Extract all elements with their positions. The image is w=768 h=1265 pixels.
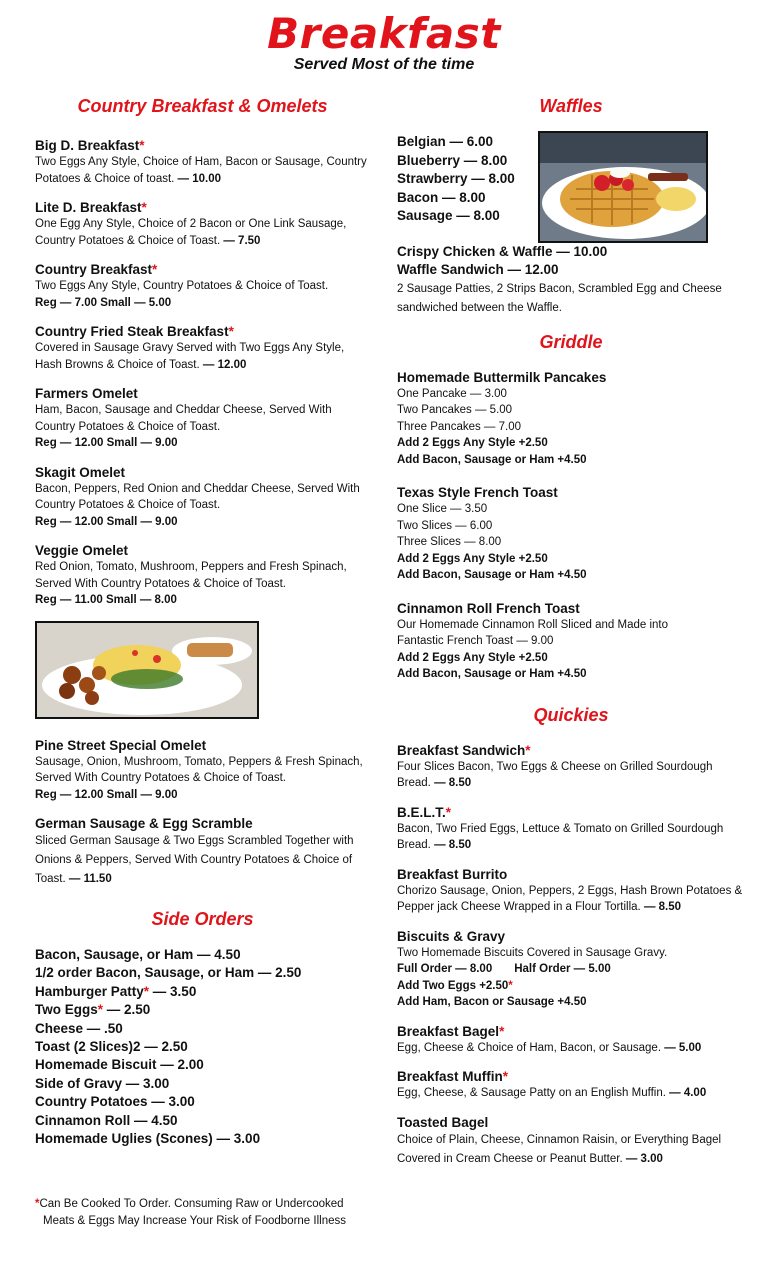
side-item <box>35 1093 370 1111</box>
item-addon: Add Bacon, Sausage or Ham +4.50 <box>397 569 587 582</box>
side-item <box>35 1038 370 1056</box>
item-name: German Sausage & Egg Scramble <box>35 816 253 831</box>
menu-item <box>35 199 370 249</box>
item-price: Reg — 12.00 Small — 9.00 <box>35 788 178 801</box>
menu-item <box>35 323 370 373</box>
waffle-item: Blueberry — 8.00 <box>397 152 508 168</box>
menu-item <box>397 1114 745 1169</box>
star-mark: * <box>143 983 150 999</box>
item-price: — 8.50 <box>640 901 682 914</box>
item-desc: Ham, Bacon, Sausage and Cheddar Cheese, Served With Country Potatoes & Choice of Toast. <box>35 404 332 433</box>
waffles-block <box>397 131 745 243</box>
item-name: Biscuits & Gravy <box>397 928 506 944</box>
waffle-item: Belgian — 6.00 <box>397 134 494 149</box>
item-desc: Four Slices Bacon, Two Eggs & Cheese on Grilled Sourdough Bread. <box>397 760 713 790</box>
star-mark: * <box>502 1069 509 1085</box>
item-name: Breakfast Muffin <box>397 1069 503 1085</box>
star-mark: * <box>228 324 234 339</box>
section-title-griddle: Griddle <box>539 331 603 352</box>
menu-item <box>397 484 745 584</box>
item-name: Homemade Buttermilk Pancakes <box>397 369 607 385</box>
side-item <box>35 983 370 1001</box>
food-safety-footnote <box>35 1196 365 1230</box>
waffle-extra: Waffle Sandwich — 12.00 <box>397 262 559 278</box>
item-addon: Add 2 Eggs Any Style +2.50 <box>397 651 548 664</box>
item-line: Three Pancakes — 7.00 <box>397 420 522 433</box>
menu-item <box>35 385 370 452</box>
waffle-item: Bacon — 8.00 <box>397 189 486 205</box>
side-text: Cheese — .50 <box>35 1020 123 1036</box>
star-mark: * <box>141 200 147 215</box>
side-text: Two Eggs <box>35 1002 98 1018</box>
menu-item <box>35 261 370 311</box>
section-title-country: Country Breakfast & Omelets <box>77 96 328 116</box>
waffle-list <box>397 133 515 226</box>
star-mark: * <box>525 742 531 758</box>
waffle-item: Strawberry — 8.00 <box>397 171 515 186</box>
waffle-sandwich-desc: 2 Sausage Patties, 2 Strips Bacon, Scrambled Egg and Cheese sandwiched between the Waffle. <box>397 282 722 314</box>
star-mark: * <box>97 1002 104 1018</box>
side-text: Toast (2 Slices)2 — 2.50 <box>35 1039 188 1055</box>
waffle-extra: Crispy Chicken & Waffle — 10.00 <box>397 244 608 259</box>
item-name: Toasted Bagel <box>397 1114 489 1130</box>
item-name: Country Breakfast <box>35 262 153 277</box>
side-text: Homemade Uglies (Scones) — 3.00 <box>35 1131 261 1147</box>
item-price: — 8.50 <box>430 839 472 852</box>
section-title-quickies: Quickies <box>533 704 609 725</box>
item-price-half: Half Order — 5.00 <box>514 963 611 976</box>
item-price: — 4.00 <box>665 1087 707 1100</box>
side-item <box>35 1020 370 1038</box>
menu-item <box>397 1023 745 1057</box>
side-price: — 3.50 <box>149 983 197 999</box>
side-text: Homemade Biscuit — 2.00 <box>35 1057 204 1073</box>
item-name: B.E.L.T. <box>397 804 446 820</box>
menu-item <box>35 737 370 804</box>
menu-item <box>397 742 745 792</box>
item-price: Reg — 7.00 Small — 5.00 <box>35 296 172 309</box>
item-price: Reg — 12.00 Small — 9.00 <box>35 437 178 449</box>
item-name: Veggie Omelet <box>35 543 129 558</box>
star-mark: * <box>499 1023 505 1039</box>
star-mark: * <box>139 138 145 153</box>
item-line: Two Pancakes — 5.00 <box>397 404 513 417</box>
side-text: Country Potatoes — 3.00 <box>35 1094 195 1110</box>
item-desc: Bacon, Two Fried Eggs, Lettuce & Tomato on Grilled Sourdough Bread. <box>397 822 724 852</box>
footnote-line-2: Meats & Eggs May Increase Your Risk of Foodborne Illness <box>43 1215 346 1227</box>
menu-item <box>35 815 370 889</box>
star-mark: * <box>508 979 513 992</box>
page-subtitle: Served Most of the time <box>293 56 475 73</box>
item-price: — 5.00 <box>661 1041 702 1054</box>
item-desc: Choice of Plain, Cheese, Cinnamon Raisin, or Everything Bagel Covered in Cream Cheese or Peanut Butter. <box>397 1133 722 1165</box>
item-line: Fantastic French Toast — 9.00 <box>397 635 554 648</box>
item-addon: Add Two Eggs +2.50 <box>397 979 509 992</box>
star-mark: * <box>35 1198 40 1210</box>
side-text: Cinnamon Roll — 4.50 <box>35 1112 178 1128</box>
menu-item <box>397 369 745 469</box>
item-name: Breakfast Bagel <box>397 1023 500 1039</box>
item-addon: Add Bacon, Sausage or Ham +4.50 <box>397 668 587 681</box>
menu-item <box>397 866 745 916</box>
menu-item-biscuits <box>397 928 745 1011</box>
item-addon: Add Bacon, Sausage or Ham +4.50 <box>397 453 587 466</box>
item-addon: Add 2 Eggs Any Style +2.50 <box>397 552 548 565</box>
item-price-full: Full Order — 8.00 <box>397 963 493 976</box>
item-desc: Red Onion, Tomato, Mushroom, Peppers and Fresh Spinach, Served With Country Potatoes & Choice of Toast. <box>35 561 347 590</box>
item-price: — 12.00 <box>199 358 247 371</box>
item-name: Lite D. Breakfast <box>35 200 142 215</box>
star-mark: * <box>152 262 158 277</box>
item-desc: One Egg Any Style, Choice of 2 Bacon or One Link Sausage, Country Potatoes & Choice of Toast. <box>35 218 347 247</box>
item-desc: Egg, Cheese, & Sausage Patty on an English Muffin. <box>397 1087 666 1100</box>
item-desc: Egg, Cheese & Choice of Ham, Bacon, or Sausage. <box>397 1041 662 1054</box>
side-price: — 2.50 <box>103 1002 151 1018</box>
item-desc: Sausage, Onion, Mushroom, Tomato, Peppers & Fresh Spinach, Served With Country Potatoes & Choice of Toast. <box>35 755 363 784</box>
item-price: — 7.50 <box>220 234 261 247</box>
side-text: Hamburger Patty <box>35 983 144 999</box>
left-column <box>35 96 370 1148</box>
menu-item <box>35 464 370 531</box>
item-price: Reg — 12.00 Small — 9.00 <box>35 515 178 528</box>
item-desc: Covered in Sausage Gravy Served with Two Eggs Any Style, Hash Browns & Choice of Toast. <box>35 342 345 371</box>
item-price: — 10.00 <box>174 172 222 185</box>
section-title-sides: Side Orders <box>151 909 254 929</box>
item-name: Breakfast Sandwich <box>397 742 526 758</box>
item-line: One Pancake — 3.00 <box>397 387 507 400</box>
item-line: Our Homemade Cinnamon Roll Sliced and Made into <box>397 618 669 631</box>
item-name: Breakfast Burrito <box>397 866 508 882</box>
footnote-line-1: Can Be Cooked To Order. Consuming Raw or Undercooked <box>39 1198 344 1210</box>
section-title-waffles: Waffles <box>539 96 603 116</box>
item-line: Three Slices — 8.00 <box>397 536 502 549</box>
side-item <box>35 946 370 964</box>
item-name: Big D. Breakfast <box>35 138 140 153</box>
item-line: One Slice — 3.50 <box>397 503 488 516</box>
star-mark: * <box>445 804 452 820</box>
item-desc: Two Eggs Any Style, Choice of Ham, Bacon or Sausage, Country Potatoes & Choice of toast. <box>35 156 367 185</box>
side-text: Side of Gravy — 3.00 <box>35 1075 170 1091</box>
omelet-photo <box>35 621 259 719</box>
item-desc: Bacon, Peppers, Red Onion and Cheddar Cheese, Served With Country Potatoes & Choice of Toast. <box>35 482 360 511</box>
item-name: Pine Street Special Omelet <box>35 737 207 753</box>
page-title: Breakfast <box>267 9 501 58</box>
item-line: Two Slices — 6.00 <box>397 519 493 532</box>
waffle-photo <box>538 131 708 243</box>
side-item <box>35 1112 370 1130</box>
side-item <box>35 1056 370 1074</box>
waffle-item: Sausage — 8.00 <box>397 208 500 223</box>
side-item <box>35 1130 370 1148</box>
item-name: Country Fried Steak Breakfast <box>35 324 229 339</box>
item-price: — 8.50 <box>430 777 472 790</box>
menu-item <box>397 804 745 854</box>
item-name: Farmers Omelet <box>35 386 138 401</box>
item-price: Reg — 11.00 Small — 8.00 <box>35 594 177 606</box>
item-name: Skagit Omelet <box>35 464 126 480</box>
item-desc: Sliced German Sausage & Two Eggs Scrambled Together with Onions & Peppers, Served With Country Potatoes & Choice of Toast. <box>35 835 354 885</box>
menu-item <box>35 137 370 187</box>
side-text: Bacon, Sausage, or Ham — 4.50 <box>35 947 241 962</box>
side-item <box>35 1075 370 1093</box>
item-price: — 3.00 <box>622 1152 663 1165</box>
side-item <box>35 964 370 982</box>
item-desc: Chorizo Sausage, Onion, Peppers, 2 Eggs, Hash Brown Potatoes & Pepper jack Cheese Wrapped in a Flour Tortilla. <box>397 884 743 914</box>
right-column <box>397 96 745 1181</box>
omelet-plate-image <box>37 623 257 717</box>
item-name: Texas Style French Toast <box>397 485 558 501</box>
menu-item <box>35 542 370 609</box>
item-desc: Two Homemade Biscuits Covered in Sausage Gravy. <box>397 946 668 959</box>
item-addon: Add Ham, Bacon or Sausage +4.50 <box>397 996 587 1009</box>
menu-item <box>397 600 745 683</box>
waffle-plate-image <box>540 133 706 241</box>
side-item <box>35 1001 370 1019</box>
item-desc: Two Eggs Any Style, Country Potatoes & Choice of Toast. <box>35 280 329 292</box>
menu-item <box>397 1068 745 1102</box>
item-name: Cinnamon Roll French Toast <box>397 600 580 616</box>
item-price: — 11.50 <box>65 873 112 885</box>
side-text: 1/2 order Bacon, Sausage, or Ham — 2.50 <box>35 965 302 981</box>
menu-header <box>0 8 768 74</box>
item-addon: Add 2 Eggs Any Style +2.50 <box>397 437 548 450</box>
